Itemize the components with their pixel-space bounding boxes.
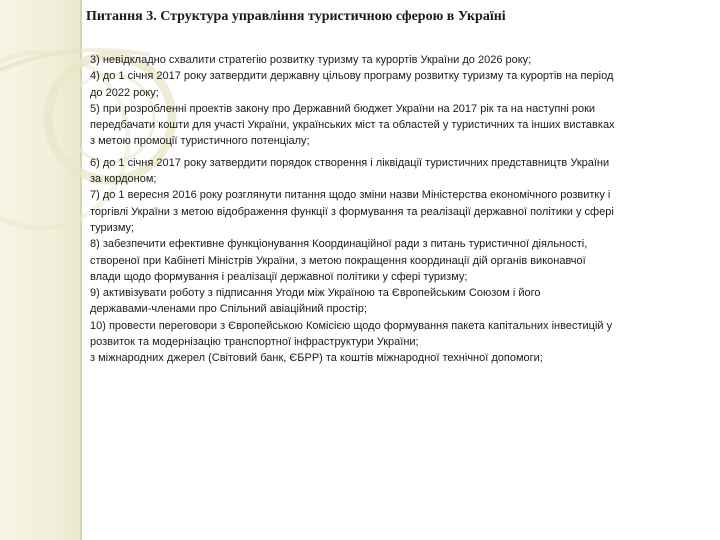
text-block-2 — [90, 155, 714, 367]
text-line: передбачати кошти для участі України, українських міст та областей у туристичних та інших виставках — [90, 119, 615, 132]
text-line: створеної при Кабінеті Міністрів України, з метою покращення координації дій органів виконавчої — [90, 254, 586, 267]
text-line: торгівлі України з метою відображення функції з формування та реалізації державної політики у сфері — [90, 205, 614, 218]
text-line: з міжнародних джерел (Світовий банк, ЄБРР) та коштів міжнародної технічної допомоги; — [90, 352, 543, 365]
text-line: 6) до 1 січня 2017 року затвердити порядок створення і ліквідації туристичних представництв України — [90, 156, 610, 169]
text-line: 4) до 1 січня 2017 року затвердити державну цільову програму розвитку туризму та курортів на період — [90, 70, 614, 83]
text-line: до 2022 року; — [90, 86, 159, 99]
text-line: 7) до 1 вересня 2016 року розглянути питання щодо зміни назви Міністерства економічного розвитку і — [90, 189, 611, 202]
slide-content — [90, 52, 714, 367]
text-line: 5) при розробленні проектів закону про Державний бюджет України на 2017 рік та на наступні роки — [90, 102, 596, 115]
text-line: туризму; — [90, 221, 135, 234]
text-block-1 — [90, 52, 714, 150]
text-line: розвиток та модернізацію транспортної інфраструктури України; — [90, 336, 419, 349]
text-line: 8) забезпечити ефективне функціонування Координаційної ради з питань туристичної діяльності, — [90, 238, 588, 251]
text-line: 9) активізувати роботу з підписання Угоди між Україною та Європейським Союзом і його — [90, 287, 541, 300]
text-line: 10) провести переговори з Європейською Комісією щодо формування пакета капітальних інвестицій у — [90, 319, 613, 332]
text-line: за кордоном; — [90, 173, 157, 186]
band-divider — [80, 0, 82, 540]
text-line: з метою промоції туристичного потенціалу; — [90, 135, 310, 148]
text-line: влади щодо формування і реалізації державної політики у сфері туризму; — [90, 270, 468, 283]
slide-title: Питання 3. Структура управління туристичною сферою в Україні — [86, 9, 506, 24]
text-line: державами-членами про Спільний авіаційний простір; — [90, 303, 367, 316]
text-line: 3) невідкладно схвалити стратегію розвитку туризму та курортів України до 2026 року; — [90, 54, 532, 66]
decorative-left-band — [0, 0, 80, 540]
